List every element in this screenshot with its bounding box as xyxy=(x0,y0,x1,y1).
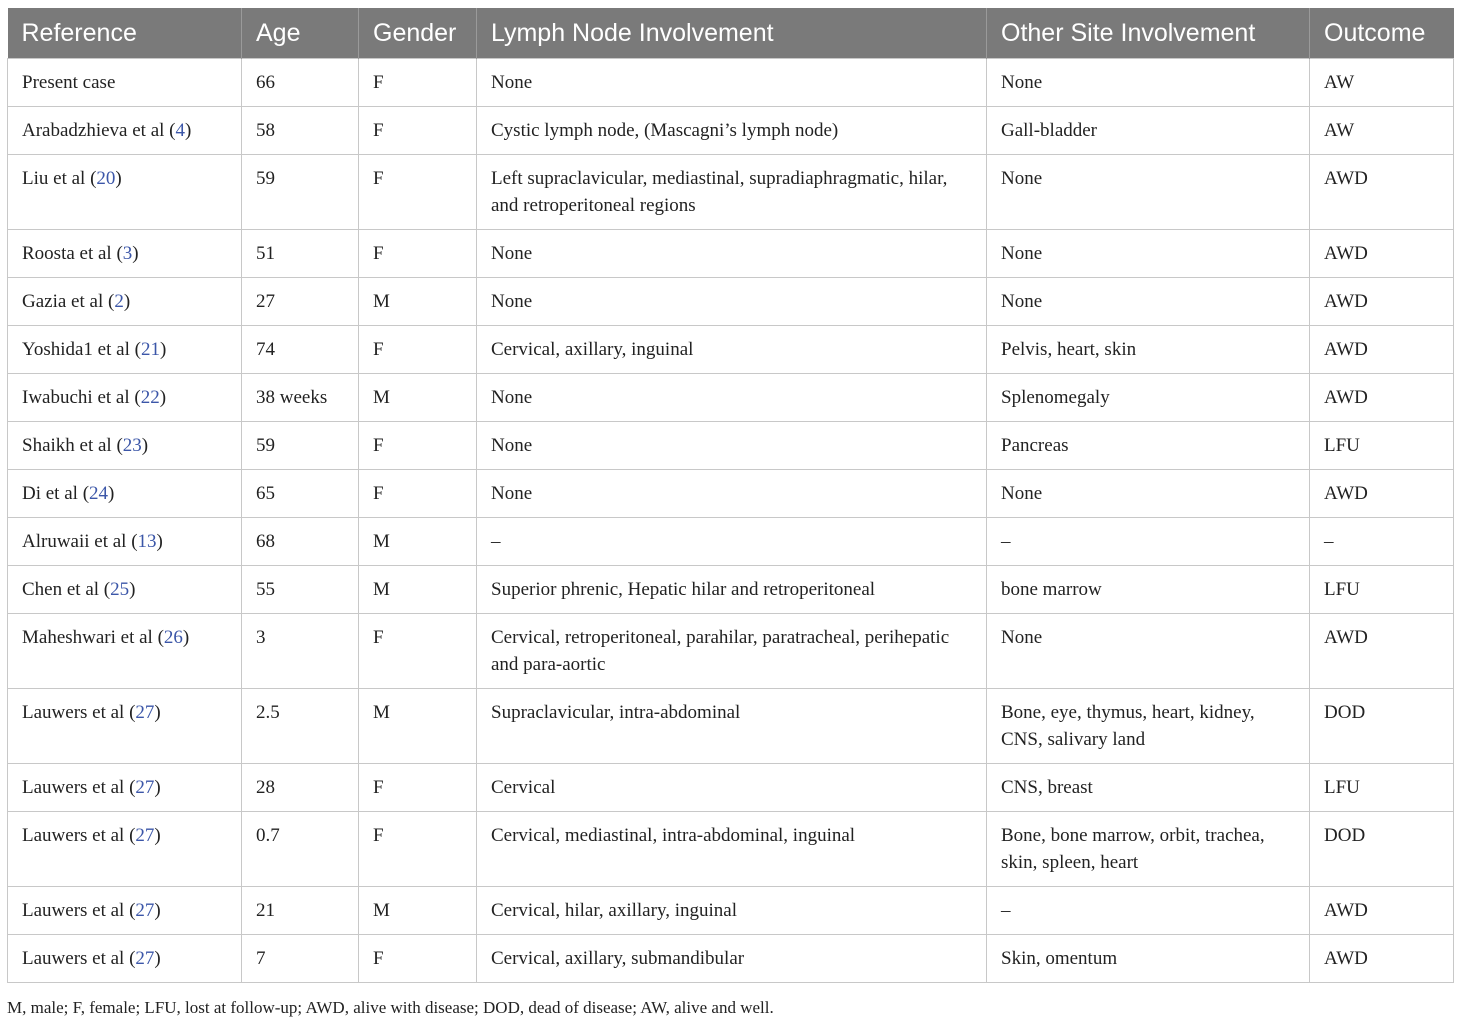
cell-other-site-involvement: CNS, breast xyxy=(987,764,1310,812)
reference-author: Lauwers et al xyxy=(22,702,125,723)
citation-close-paren: ) xyxy=(182,627,190,648)
citation-open-paren: ( xyxy=(134,339,141,360)
cell-reference xyxy=(8,107,242,155)
cell-lymph-node-involvement: None xyxy=(477,422,987,470)
cell-other-site-involvement: Pancreas xyxy=(987,422,1310,470)
reference-author: Alruwaii et al xyxy=(22,531,127,552)
reference-author: Lauwers et al xyxy=(22,825,125,846)
table-row xyxy=(8,422,1454,470)
reference-author: Present case xyxy=(22,72,116,93)
reference-author: Liu et al xyxy=(22,168,86,189)
table-row xyxy=(8,59,1454,107)
case-comparison-table xyxy=(7,8,1454,983)
table-row xyxy=(8,935,1454,983)
cell-gender: M xyxy=(359,689,477,764)
citation-link[interactable]: 27 xyxy=(135,900,155,921)
cell-other-site-involvement: None xyxy=(987,470,1310,518)
reference-author: Chen et al xyxy=(22,579,100,600)
citation-link[interactable]: 21 xyxy=(140,339,160,360)
cell-age: 58 xyxy=(242,107,359,155)
cell-age: 68 xyxy=(242,518,359,566)
citation-close-paren: ) xyxy=(154,948,161,969)
cell-other-site-involvement: Gall-bladder xyxy=(987,107,1310,155)
cell-age: 2.5 xyxy=(242,689,359,764)
cell-age: 27 xyxy=(242,278,359,326)
cell-lymph-node-involvement: – xyxy=(477,518,987,566)
cell-outcome: LFU xyxy=(1310,422,1454,470)
table-row xyxy=(8,887,1454,935)
cell-gender: M xyxy=(359,566,477,614)
table-row xyxy=(8,812,1454,887)
citation-close-paren: ) xyxy=(129,579,136,600)
cell-outcome: AWD xyxy=(1310,935,1454,983)
citation-link[interactable]: 2 xyxy=(114,291,124,312)
cell-other-site-involvement: bone marrow xyxy=(987,566,1310,614)
citation-close-paren: ) xyxy=(154,702,161,723)
table-row xyxy=(8,614,1454,689)
citation-open-paren: ( xyxy=(129,777,136,798)
reference-author: Lauwers et al xyxy=(22,900,125,921)
reference-author: Lauwers et al xyxy=(22,948,125,969)
reference-author: Di et al xyxy=(22,483,78,504)
cell-lymph-node-involvement: Cystic lymph node, (Mascagni’s lymph node) xyxy=(477,107,987,155)
cell-gender: F xyxy=(359,422,477,470)
header-reference: Reference xyxy=(8,8,242,59)
cell-reference xyxy=(8,764,242,812)
citation-link[interactable]: 3 xyxy=(122,243,133,264)
citation-link[interactable]: 22 xyxy=(140,387,160,408)
cell-lymph-node-involvement: Left supraclavicular, mediastinal, supradiaphragmatic, hilar, and retroperitoneal regions xyxy=(477,155,987,230)
reference-author: Shaikh et al xyxy=(22,435,112,456)
header-other-site-involvement: Other Site Involvement xyxy=(987,8,1310,59)
citation-close-paren: ) xyxy=(154,825,161,846)
cell-outcome: AW xyxy=(1310,107,1454,155)
cell-other-site-involvement: None xyxy=(987,230,1310,278)
cell-reference xyxy=(8,935,242,983)
citation-close-paren: ) xyxy=(141,435,149,456)
citation-open-paren: ( xyxy=(116,435,123,456)
cell-gender: F xyxy=(359,935,477,983)
cell-lymph-node-involvement: None xyxy=(477,230,987,278)
cell-age: 38 weeks xyxy=(242,374,359,422)
cell-age: 3 xyxy=(242,614,359,689)
cell-reference xyxy=(8,374,242,422)
cell-other-site-involvement: Pelvis, heart, skin xyxy=(987,326,1310,374)
cell-reference xyxy=(8,812,242,887)
citation-close-paren: ) xyxy=(115,168,122,189)
cell-outcome: AWD xyxy=(1310,887,1454,935)
cell-lymph-node-involvement: None xyxy=(477,470,987,518)
table-row xyxy=(8,230,1454,278)
cell-gender: F xyxy=(359,326,477,374)
header-lymph-node-involvement: Lymph Node Involvement xyxy=(477,8,987,59)
cell-reference xyxy=(8,887,242,935)
cell-lymph-node-involvement: Supraclavicular, intra-abdominal xyxy=(477,689,987,764)
citation-link[interactable]: 24 xyxy=(89,483,109,504)
citation-open-paren: ( xyxy=(131,531,138,552)
cell-lymph-node-involvement: None xyxy=(477,278,987,326)
citation-open-paren: ( xyxy=(129,702,136,723)
cell-other-site-involvement: None xyxy=(987,59,1310,107)
cell-reference xyxy=(8,230,242,278)
citation-close-paren: ) xyxy=(156,531,163,552)
cell-gender: F xyxy=(359,155,477,230)
cell-reference xyxy=(8,614,242,689)
citation-close-paren: ) xyxy=(132,243,139,264)
reference-author: Arabadzhieva et al xyxy=(22,120,165,141)
cell-gender: M xyxy=(359,374,477,422)
cell-age: 7 xyxy=(242,935,359,983)
cell-outcome: AWD xyxy=(1310,230,1454,278)
cell-reference xyxy=(8,518,242,566)
citation-open-paren: ( xyxy=(169,120,176,141)
cell-other-site-involvement: Bone, bone marrow, orbit, trachea, skin, spleen, heart xyxy=(987,812,1310,887)
cell-reference xyxy=(8,59,242,107)
cell-gender: M xyxy=(359,278,477,326)
cell-age: 51 xyxy=(242,230,359,278)
cell-outcome: AWD xyxy=(1310,614,1454,689)
table-body xyxy=(8,59,1454,983)
cell-outcome: LFU xyxy=(1310,764,1454,812)
cell-age: 59 xyxy=(242,422,359,470)
citation-open-paren: ( xyxy=(90,168,97,189)
citation-close-paren: ) xyxy=(123,291,131,312)
citation-link[interactable]: 27 xyxy=(135,948,155,969)
cell-outcome: AW xyxy=(1310,59,1454,107)
table-row xyxy=(8,470,1454,518)
header-age: Age xyxy=(242,8,359,59)
table-row xyxy=(8,689,1454,764)
cell-other-site-involvement: Bone, eye, thymus, heart, kidney, CNS, salivary land xyxy=(987,689,1310,764)
citation-link[interactable]: 20 xyxy=(96,168,116,189)
cell-outcome: – xyxy=(1310,518,1454,566)
citation-link[interactable]: 26 xyxy=(163,627,183,648)
citation-open-paren: ( xyxy=(82,483,90,504)
cell-gender: F xyxy=(359,230,477,278)
cell-age: 74 xyxy=(242,326,359,374)
cell-age: 66 xyxy=(242,59,359,107)
cell-gender: M xyxy=(359,518,477,566)
citation-link[interactable]: 27 xyxy=(135,825,155,846)
cell-gender: M xyxy=(359,887,477,935)
cell-gender: F xyxy=(359,614,477,689)
citation-link[interactable]: 23 xyxy=(122,435,142,456)
cell-gender: F xyxy=(359,107,477,155)
header-row xyxy=(8,8,1454,59)
citation-open-paren: ( xyxy=(116,243,123,264)
table-row xyxy=(8,566,1454,614)
citation-close-paren: ) xyxy=(108,483,115,504)
cell-lymph-node-involvement: Cervical, hilar, axillary, inguinal xyxy=(477,887,987,935)
citation-open-paren: ( xyxy=(134,387,141,408)
cell-age: 21 xyxy=(242,887,359,935)
citation-link[interactable]: 4 xyxy=(175,120,185,141)
table-row xyxy=(8,107,1454,155)
cell-gender: F xyxy=(359,812,477,887)
cell-age: 55 xyxy=(242,566,359,614)
table-row xyxy=(8,374,1454,422)
citation-close-paren: ) xyxy=(185,120,192,141)
reference-author: Gazia et al xyxy=(22,291,104,312)
citation-link[interactable]: 27 xyxy=(135,777,155,798)
cell-lymph-node-involvement: None xyxy=(477,59,987,107)
reference-author: Yoshida1 et al xyxy=(22,339,130,360)
cell-outcome: AWD xyxy=(1310,374,1454,422)
citation-open-paren: ( xyxy=(157,627,164,648)
cell-reference xyxy=(8,422,242,470)
cell-other-site-involvement: Skin, omentum xyxy=(987,935,1310,983)
citation-link[interactable]: 27 xyxy=(135,702,155,723)
table-row xyxy=(8,764,1454,812)
table-header xyxy=(8,8,1454,59)
cell-outcome: AWD xyxy=(1310,278,1454,326)
cell-gender: F xyxy=(359,59,477,107)
citation-link[interactable]: 13 xyxy=(137,531,157,552)
cell-other-site-involvement: None xyxy=(987,614,1310,689)
cell-gender: F xyxy=(359,470,477,518)
cell-lymph-node-involvement: Cervical, axillary, submandibular xyxy=(477,935,987,983)
table-container xyxy=(7,8,1453,983)
reference-author: Roosta et al xyxy=(22,243,112,264)
cell-outcome: DOD xyxy=(1310,812,1454,887)
cell-outcome: AWD xyxy=(1310,326,1454,374)
cell-other-site-involvement: – xyxy=(987,518,1310,566)
citation-open-paren: ( xyxy=(107,291,115,312)
cell-reference xyxy=(8,278,242,326)
cell-outcome: AWD xyxy=(1310,155,1454,230)
table-row xyxy=(8,278,1454,326)
table-row xyxy=(8,518,1454,566)
cell-outcome: AWD xyxy=(1310,470,1454,518)
citation-close-paren: ) xyxy=(154,900,161,921)
cell-reference xyxy=(8,566,242,614)
cell-age: 28 xyxy=(242,764,359,812)
cell-other-site-involvement: None xyxy=(987,155,1310,230)
cell-reference xyxy=(8,326,242,374)
cell-reference xyxy=(8,689,242,764)
cell-outcome: DOD xyxy=(1310,689,1454,764)
cell-reference xyxy=(8,155,242,230)
citation-close-paren: ) xyxy=(154,777,161,798)
reference-author: Maheshwari et al xyxy=(22,627,153,648)
reference-author: Iwabuchi et al xyxy=(22,387,130,408)
cell-reference xyxy=(8,470,242,518)
header-outcome: Outcome xyxy=(1310,8,1454,59)
cell-lymph-node-involvement: Cervical, retroperitoneal, parahilar, paratracheal, perihepatic and para-aortic xyxy=(477,614,987,689)
cell-other-site-involvement: – xyxy=(987,887,1310,935)
citation-close-paren: ) xyxy=(159,339,167,360)
citation-open-paren: ( xyxy=(129,825,136,846)
cell-outcome: LFU xyxy=(1310,566,1454,614)
cell-age: 65 xyxy=(242,470,359,518)
reference-author: Lauwers et al xyxy=(22,777,125,798)
cell-lymph-node-involvement: Cervical, axillary, inguinal xyxy=(477,326,987,374)
cell-lymph-node-involvement: Superior phrenic, Hepatic hilar and retroperitoneal xyxy=(477,566,987,614)
table-footnote: M, male; F, female; LFU, lost at follow-up; AWD, alive with disease; DOD, dead of disease; AW, alive and well. xyxy=(7,998,774,1017)
citation-open-paren: ( xyxy=(129,900,136,921)
cell-other-site-involvement: Splenomegaly xyxy=(987,374,1310,422)
citation-close-paren: ) xyxy=(159,387,167,408)
table-row xyxy=(8,326,1454,374)
cell-age: 59 xyxy=(242,155,359,230)
header-gender: Gender xyxy=(359,8,477,59)
cell-lymph-node-involvement: Cervical, mediastinal, intra-abdominal, inguinal xyxy=(477,812,987,887)
table-row xyxy=(8,155,1454,230)
citation-open-paren: ( xyxy=(129,948,136,969)
cell-lymph-node-involvement: None xyxy=(477,374,987,422)
citation-link[interactable]: 25 xyxy=(110,579,130,600)
citation-open-paren: ( xyxy=(103,579,111,600)
cell-other-site-involvement: None xyxy=(987,278,1310,326)
cell-gender: F xyxy=(359,764,477,812)
cell-age: 0.7 xyxy=(242,812,359,887)
cell-lymph-node-involvement: Cervical xyxy=(477,764,987,812)
